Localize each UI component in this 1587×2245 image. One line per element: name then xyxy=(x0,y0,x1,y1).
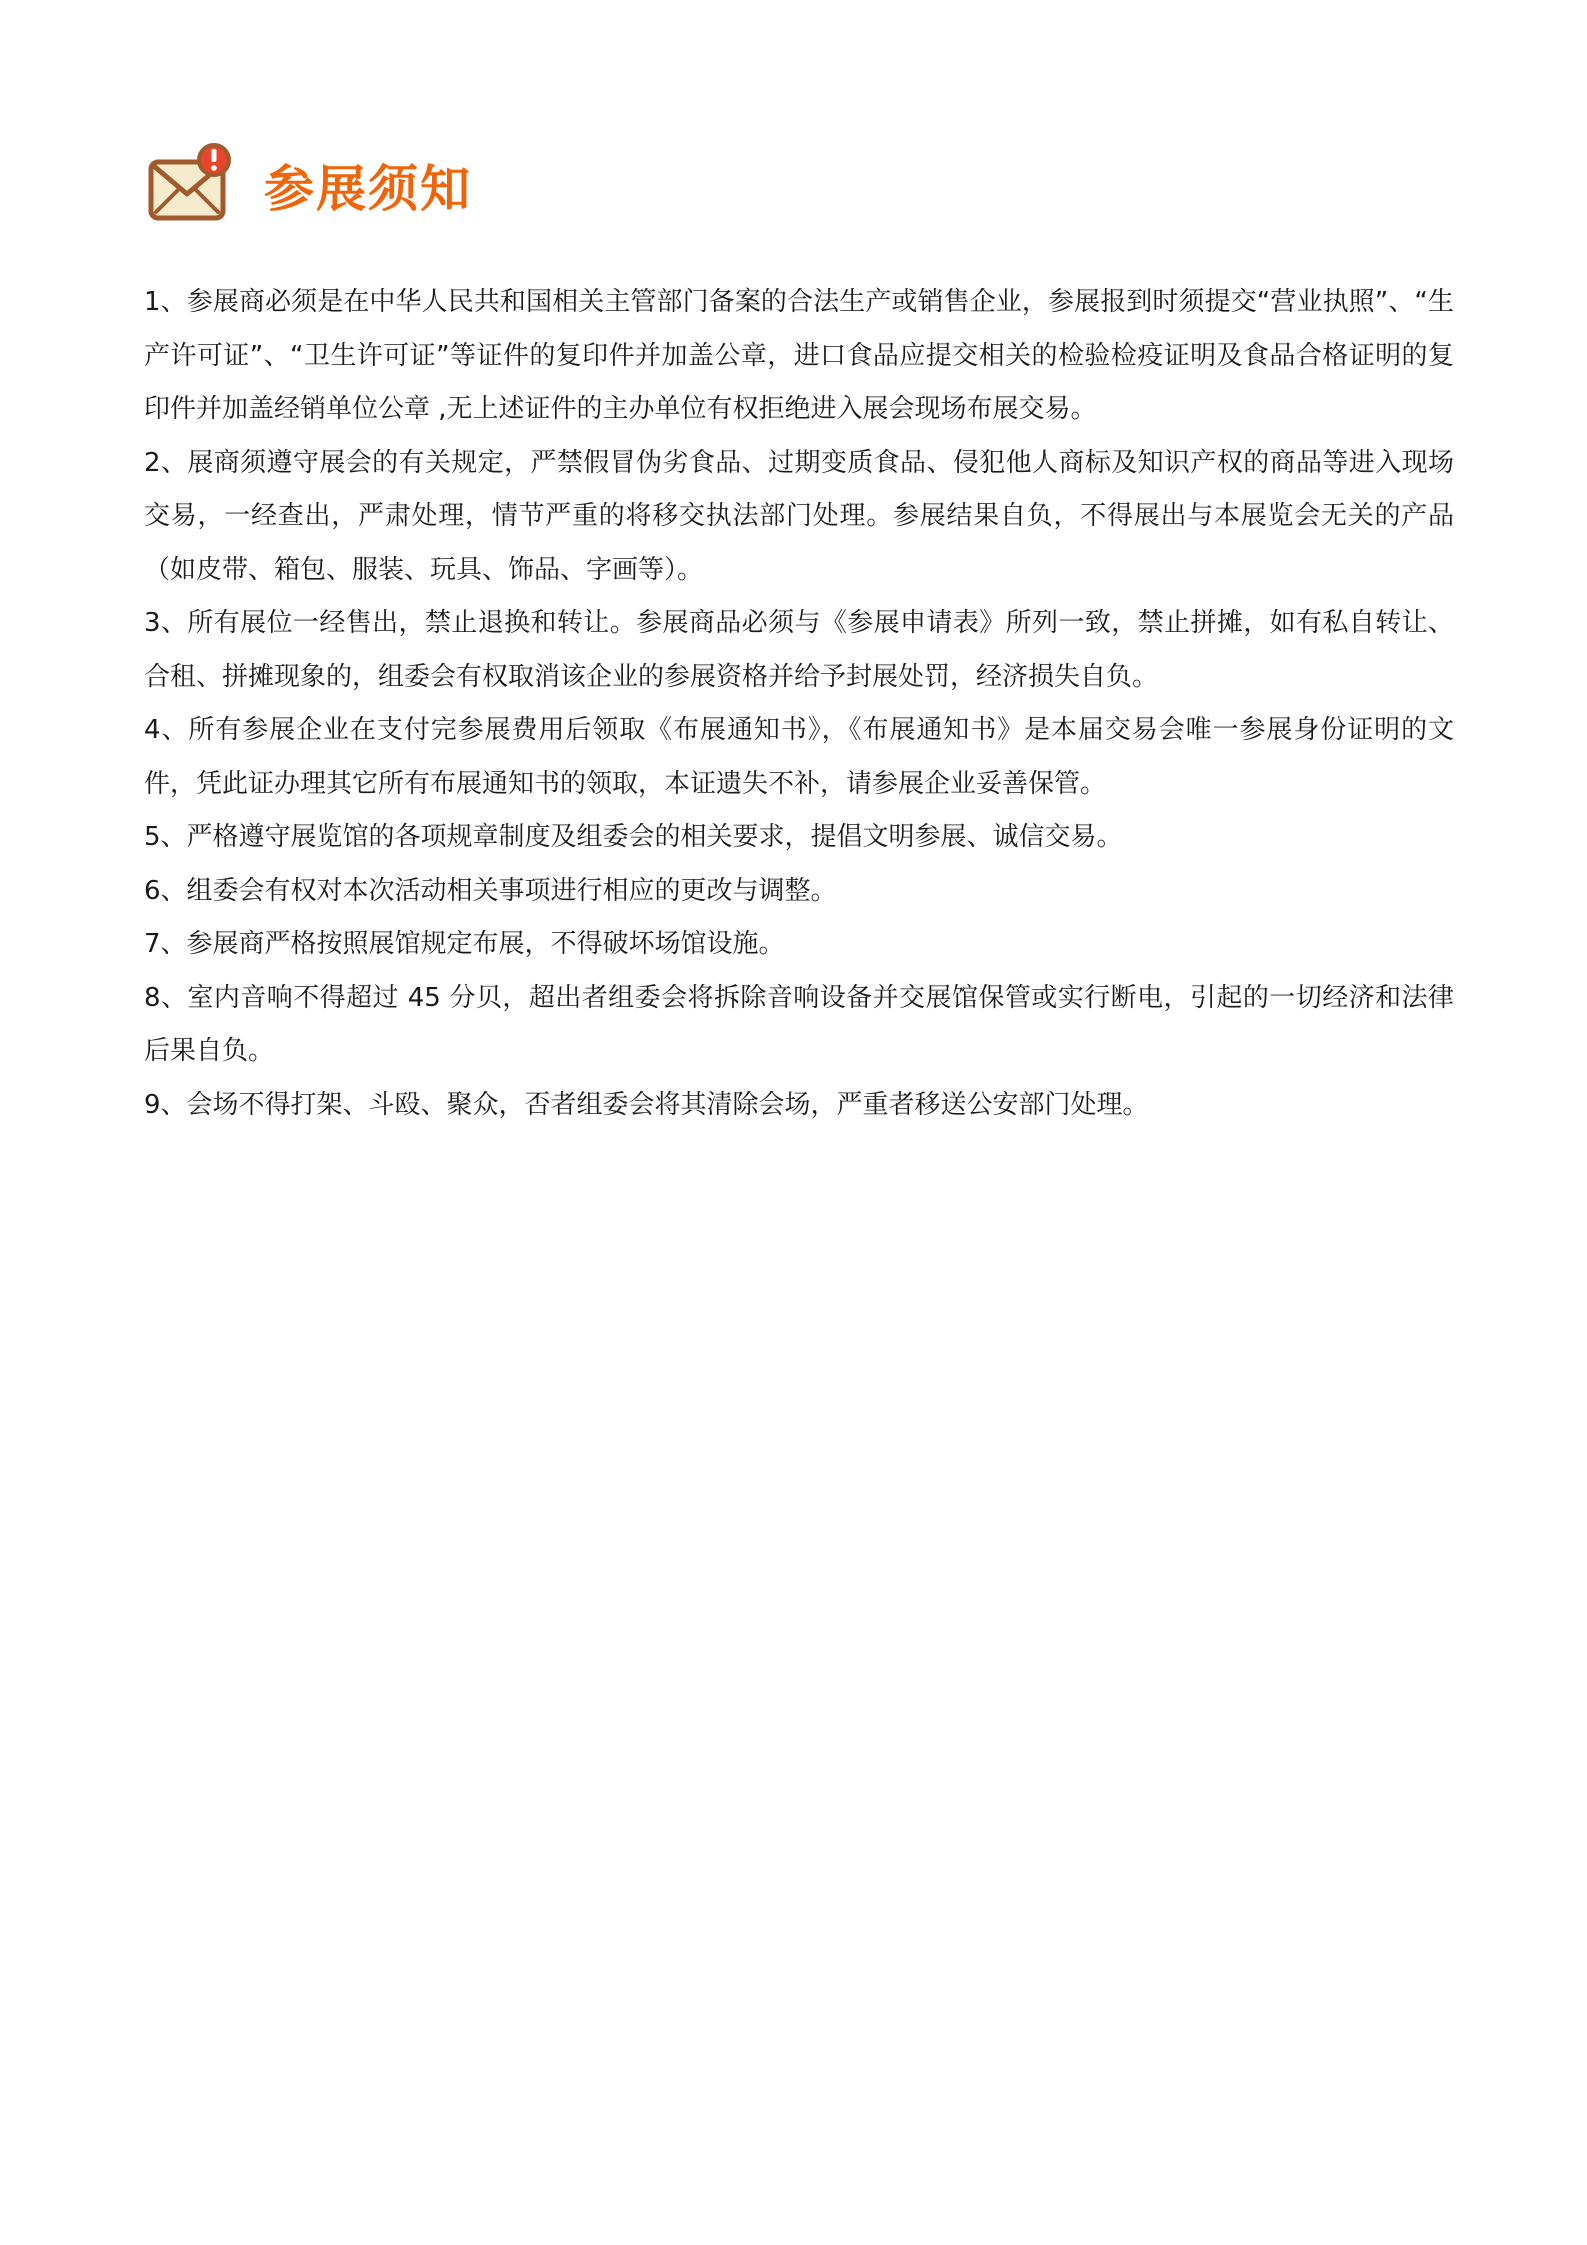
notice-item-3: 3、所有展位一经售出，禁止退换和转让。参展商品必须与《参展申请表》所列一致，禁止拼摊，如有私自转让、合租、拼摊现象的，组委会有权取消该企业的参展资格并给予封展处罚，经济损失自负。 xyxy=(144,608,1454,692)
page-title: 参展须知 xyxy=(264,160,472,218)
notice-item-6: 6、组委会有权对本次活动相关事项进行相应的更改与调整。 xyxy=(144,875,837,906)
notice-item-7: 7、参展商严格按照展馆规定布展，不得破坏场馆设施。 xyxy=(144,929,785,959)
notice-list xyxy=(144,276,1454,1132)
notice-item-5: 5、严格遵守展览馆的各项规章制度及组委会的相关要求，提倡文明参展、诚信交易。 xyxy=(144,822,1123,852)
page-header xyxy=(146,140,472,226)
envelope-alert-icon xyxy=(146,140,236,226)
notice-item-8: 8、室内音响不得超过 45 分贝，超出者组委会将拆除音响设备并交展馆保管或实行断电，引起的一切经济和法律后果自负。 xyxy=(144,982,1454,1066)
notice-item-1: 1、参展商必须是在中华人民共和国相关主管部门备案的合法生产或销售企业，参展报到时须提交“营业执照”、“生产许可证”、“卫生许可证”等证件的复印件并加盖公章，进口食品应提交相关的检验检疫证明及食品合格证明的复印件并加盖经销单位公章 ,无上述证件的主办单位有权拒绝进入展会现场布展交易。 xyxy=(144,287,1454,424)
notice-item-2: 2、展商须遵守展会的有关规定，严禁假冒伪劣食品、过期变质食品、侵犯他人商标及知识产权的商品等进入现场交易，一经查出，严肃处理，情节严重的将移交执法部门处理。参展结果自负，不得展出与本展览会无关的产品（如皮带、箱包、服装、玩具、饰品、字画等）。 xyxy=(144,447,1454,585)
notice-item-9: 9、会场不得打架、斗殴、聚众，否者组委会将其清除会场，严重者移送公安部门处理。 xyxy=(144,1089,1149,1120)
notice-item-4: 4、所有参展企业在支付完参展费用后领取《布展通知书》，《布展通知书》是本届交易会唯一参展身份证明的文件，凭此证办理其它所有布展通知书的领取，本证遗失不补，请参展企业妥善保管。 xyxy=(144,715,1454,799)
